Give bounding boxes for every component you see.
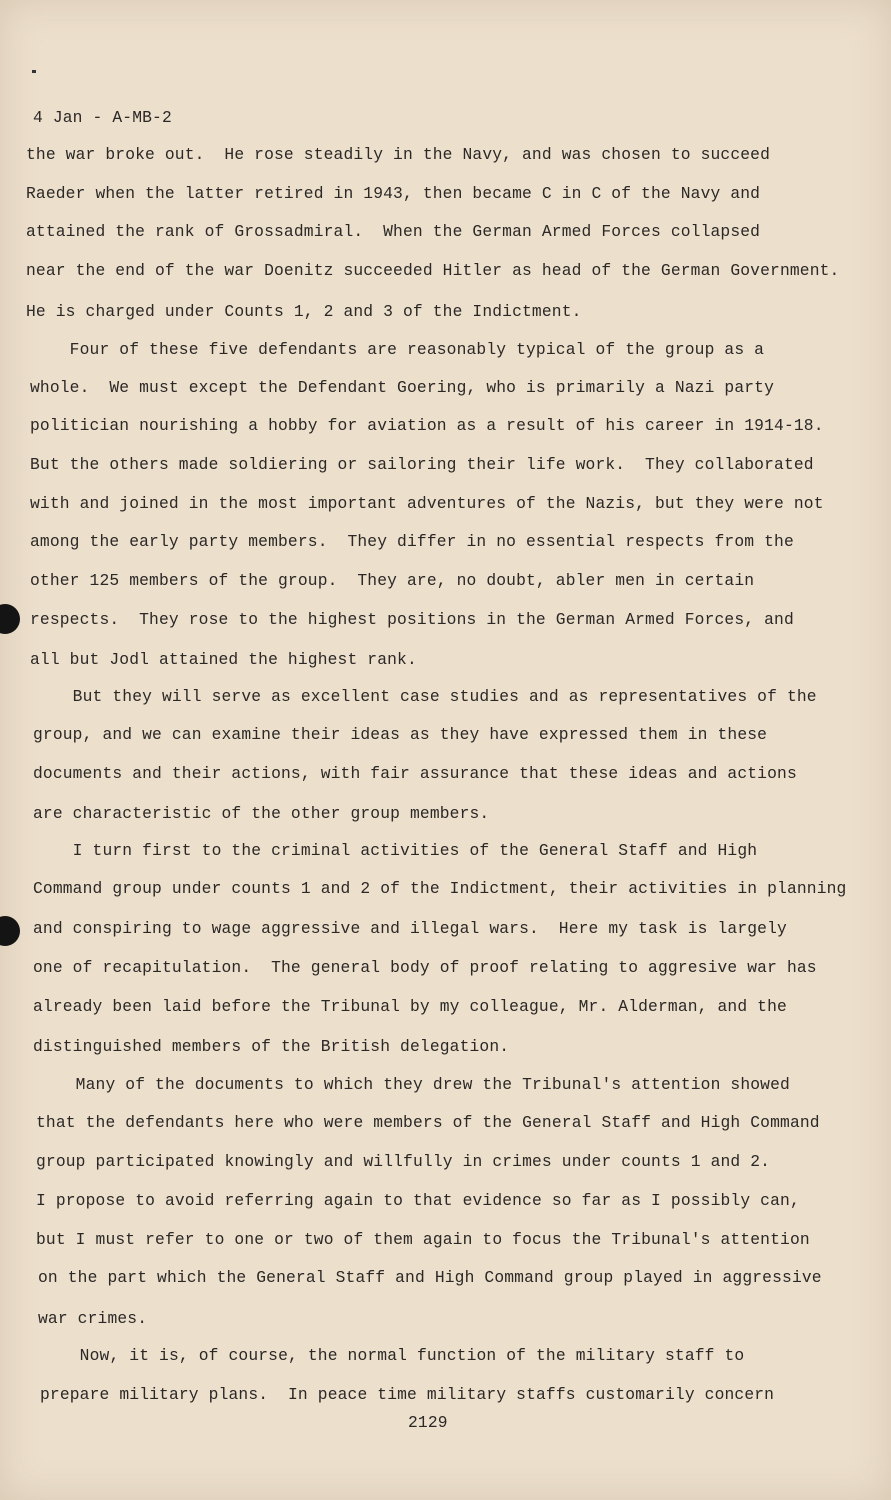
- text-line: Four of these five defendants are reasonably typical of the group as a: [30, 340, 765, 359]
- stray-mark: [32, 70, 36, 73]
- text-line: Many of the documents to which they drew the Tribunal's attention showed: [36, 1075, 790, 1094]
- text-line: with and joined in the most important adventures of the Nazis, but they were not: [30, 494, 824, 513]
- text-line: But they will serve as excellent case studies and as representatives of the: [33, 687, 817, 706]
- punch-hole: [0, 604, 20, 634]
- text-line: politician nourishing a hobby for aviation as a result of his career in 1914-18.: [30, 416, 824, 435]
- text-line: attained the rank of Grossadmiral. When the German Armed Forces collapsed: [26, 222, 761, 241]
- text-line: But the others made soldiering or sailoring their life work. They collaborated: [30, 455, 814, 474]
- text-line: other 125 members of the group. They are, no doubt, abler men in certain: [30, 571, 755, 590]
- text-line: Now, it is, of course, the normal function of the military staff to: [40, 1346, 745, 1365]
- text-line: group participated knowingly and willfully in crimes under counts 1 and 2.: [36, 1152, 771, 1171]
- text-line: among the early party members. They differ in no essential respects from the: [30, 532, 794, 551]
- text-line: the war broke out. He rose steadily in the Navy, and was chosen to succeed: [26, 145, 771, 164]
- text-line: distinguished members of the British delegation.: [33, 1037, 510, 1056]
- text-line: are characteristic of the other group members.: [33, 804, 490, 823]
- text-line: that the defendants here who were members of the General Staff and High Command: [36, 1113, 820, 1132]
- text-line: but I must refer to one or two of them again to focus the Tribunal's attention: [36, 1230, 810, 1249]
- text-line: war crimes.: [38, 1309, 148, 1328]
- text-line: Command group under counts 1 and 2 of the Indictment, their activities in planning: [33, 879, 847, 898]
- text-line: near the end of the war Doenitz succeeded Hitler as head of the German Government.: [26, 261, 840, 280]
- text-line: prepare military plans. In peace time military staffs customarily concern: [40, 1385, 775, 1404]
- text-line: one of recapitulation. The general body of proof relating to aggresive war has: [33, 958, 817, 977]
- text-line: whole. We must except the Defendant Goering, who is primarily a Nazi party: [30, 378, 775, 397]
- text-line: Raeder when the latter retired in 1943, then became C in C of the Navy and: [26, 184, 761, 203]
- text-line: I propose to avoid referring again to that evidence so far as I possibly can,: [36, 1191, 800, 1210]
- punch-hole: [0, 916, 20, 946]
- text-line: I turn first to the criminal activities of the General Staff and High: [33, 841, 758, 860]
- text-line: group, and we can examine their ideas as they have expressed them in these: [33, 725, 768, 744]
- text-line: He is charged under Counts 1, 2 and 3 of the Indictment.: [26, 302, 582, 321]
- text-line: documents and their actions, with fair assurance that these ideas and actions: [33, 764, 797, 783]
- text-line: all but Jodl attained the highest rank.: [30, 650, 417, 669]
- text-line: on the part which the General Staff and High Command group played in aggressive: [38, 1268, 822, 1287]
- text-line: respects. They rose to the highest positions in the German Armed Forces, and: [30, 610, 794, 629]
- page-number: 2129: [408, 1413, 448, 1432]
- text-line: already been laid before the Tribunal by my colleague, Mr. Alderman, and the: [33, 997, 787, 1016]
- page-header: 4 Jan - A-MB-2: [33, 108, 172, 127]
- text-line: and conspiring to wage aggressive and illegal wars. Here my task is largely: [33, 919, 787, 938]
